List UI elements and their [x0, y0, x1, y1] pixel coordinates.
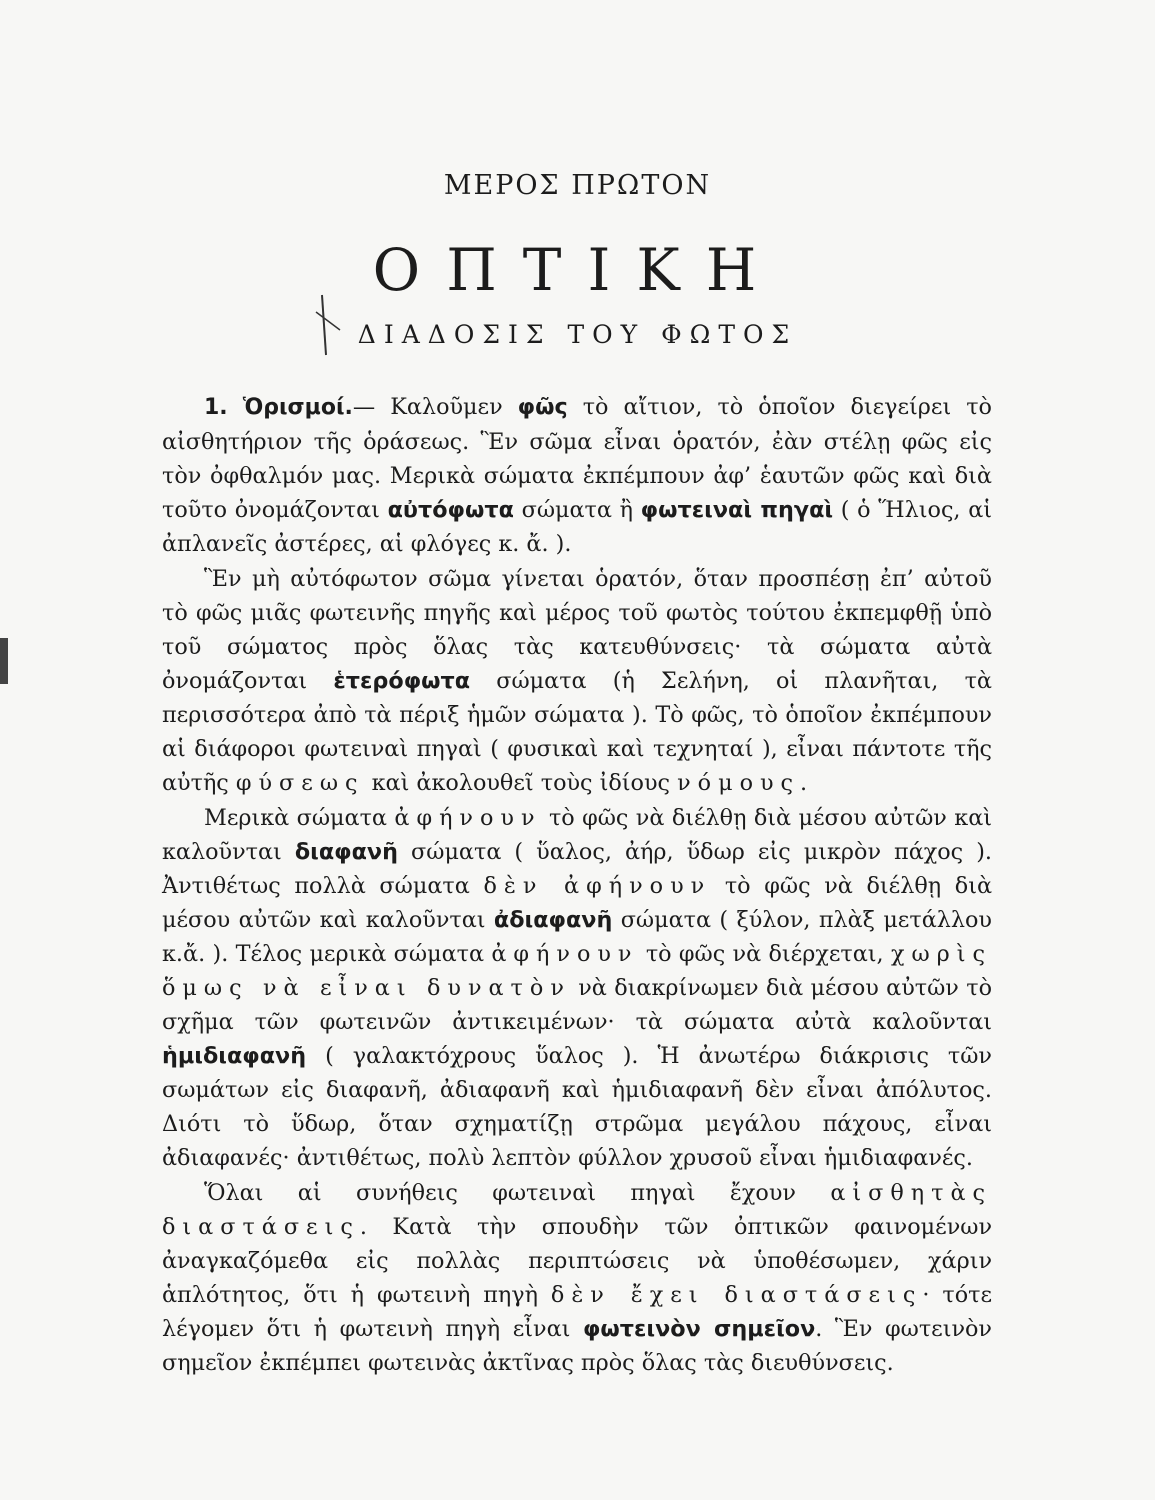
part-heading: ΜΕΡΟΣ ΠΡΩΤΟΝ [443, 170, 712, 201]
term-illuminated: ἑτερόφωτα [333, 668, 471, 694]
term-opaque: ἀδιαφανῆ [493, 907, 613, 933]
text-run: Μερικὰ σώματα [204, 805, 395, 831]
term-transparent: διαφανῆ [294, 839, 398, 865]
spaced-word: ἀφήνουν [394, 805, 542, 831]
chapter-heading: ΔΙΑΔΟΣΙΣ ΤΟΥ ΦΩΤΟΣ [357, 320, 798, 349]
body-text [162, 390, 992, 1381]
text-run: τὸ φῶς νὰ διέρχεται, [638, 941, 891, 967]
text-run: . Ἓν φωτεινὸν σημεῖον ἐκπέμπει φωτεινὰς ἀκτῖνας πρὸς ὅλας τὰς διευθύνσεις. [162, 1316, 992, 1376]
text-run: ( γαλακτόχρους ὕαλος ). Ἡ ἀνωτέρω διάκρισις τῶν σωμάτων εἰς διαφανῆ, ἀδιαφανῆ καὶ ἡμιδιαφανῆ δὲν εἶναι ἀπόλυτος. Διότι τὸ ὕδωρ, ὅταν σχηματίζῃ στρῶμα μεγάλου πάχους, εἶναι ἀδιαφανές· ἀντιθέτως, πολὺ λεπτὸν φύλλον χρυσοῦ εἶναι ἡμιδιαφανές. [162, 1043, 992, 1171]
term-self-luminous: αὐτόφωτα [387, 497, 514, 523]
paragraph-illuminated [162, 562, 992, 800]
text-run: — Καλοῦμεν [352, 394, 518, 420]
text-run: τὸ φῶς νὰ διέλθῃ διὰ μέσου αὐτῶν καὶ καλοῦνται [162, 873, 993, 933]
spaced-word: δὲν ἀφήνουν [483, 873, 712, 899]
text-run: τὸ αἴτιον, τὸ ὁποῖον διεγείρει τὸ αἰσθητήριον τῆς ὁράσεως. Ἓν σῶμα εἶναι ὁρατόν, ἐὰν στέλῃ φῶς εἰς τὸν ὀφθαλμόν μας. Μερικὰ σώματα ἐκπέμπουν ἀφ’ ἑαυτῶν φῶς καὶ διὰ τοῦτο ὀνομάζονται [162, 394, 992, 523]
spaced-phrase: αἰσθητὰς διαστάσεις [162, 1180, 992, 1240]
section-number: 1. [204, 395, 228, 420]
text-run: σώματα (ἡ Σελήνη, οἱ πλανῆται, τὰ περισσότερα ἀπὸ τὰ πέριξ ἡμῶν σώματα ). Τὸ φῶς, τὸ ὁποῖον ἐκπέμπουν αἱ διάφοροι φωτειναὶ πηγαὶ ( φυσικαὶ καὶ τεχνηταί ), εἶναι πάντοτε τῆς αὐτῆς [162, 668, 992, 796]
text-run: ( ὁ Ἥλιος, αἱ ἀπλανεῖς ἀστέρες, αἱ φλόγες κ. ἄ. ). [162, 497, 993, 557]
spaced-word: φύσεως [235, 770, 365, 796]
spaced-phrase: χωρὶς ὅμως νὰ εἶναι δυνατὸν [162, 941, 992, 1001]
paragraph-transparency [162, 801, 992, 1175]
term-point-source: φωτεινὸν σημεῖον [582, 1316, 816, 1342]
page-title: ΟΠΤΙΚΗ [372, 236, 783, 304]
section-title: Ὁρισμοί. [242, 395, 353, 420]
paragraph-point-source [162, 1176, 992, 1380]
text-run: σώματα ἢ [513, 497, 641, 523]
term-light-sources: φωτειναὶ πηγαὶ [640, 497, 834, 523]
text-run: Ὅλαι αἱ συνήθεις φωτειναὶ πηγαὶ ἔχουν [204, 1180, 831, 1206]
scan-edge-mark [0, 638, 8, 684]
text-run: σώματα ( ξύλον, πλὰξ μετάλλου κ.ἄ. ). Τέλος μερικὰ σώματα [162, 907, 992, 967]
term-light: φῶς [517, 394, 568, 420]
text-run: . [800, 770, 808, 796]
term-translucent: ἡμιδιαφανῆ [162, 1043, 307, 1069]
spaced-word: ἀφήνουν [491, 941, 639, 967]
text-run: σώματα ( ὕαλος, ἀήρ, ὕδωρ εἰς μικρὸν πάχος ). Ἀντιθέτως πολλὰ σώματα [162, 839, 992, 899]
text-run: . Κατὰ τὴν σπουδὴν τῶν ὀπτικῶν φαινομένων ἀναγκαζόμεθα εἰς πολλὰς περιπτώσεις νὰ ὑποθέσωμεν, χάριν ἁπλότητος, ὅτι ἡ φωτεινὴ πηγὴ [162, 1214, 992, 1308]
text-run: καὶ ἀκολουθεῖ τοὺς ἰδίους [364, 770, 678, 796]
text-run: τὸ φῶς νὰ διέλθῃ διὰ μέσου αὐτῶν καὶ καλοῦνται [162, 805, 992, 865]
paragraph-definitions [162, 390, 992, 561]
text-run: · τότε λέγομεν ὅτι ἡ φωτεινὴ πηγὴ εἶναι [162, 1282, 993, 1342]
text-run: νὰ διακρίνωμεν διὰ μέσου αὐτῶν τὸ σχῆμα τῶν φωτεινῶν ἀντικειμένων· τὰ σώματα αὐτὰ καλοῦνται [162, 975, 992, 1035]
spaced-word: νόμους [677, 770, 801, 796]
spaced-phrase: δὲν ἔχει διαστάσεις [550, 1282, 923, 1308]
text-run: Ἓν μὴ αὐτόφωτον σῶμα γίνεται ὁρατόν, ὅταν προσπέσῃ ἐπ’ αὐτοῦ τὸ φῶς μιᾶς φωτεινῆς πηγῆς καὶ μέρος τοῦ φωτὸς τούτου ἐκπεμφθῇ ὑπὸ τοῦ σώματος πρὸς ὅλας τὰς κατευθύνσεις· τὰ σώματα αὐτὰ ὀνομάζονται [162, 566, 992, 694]
